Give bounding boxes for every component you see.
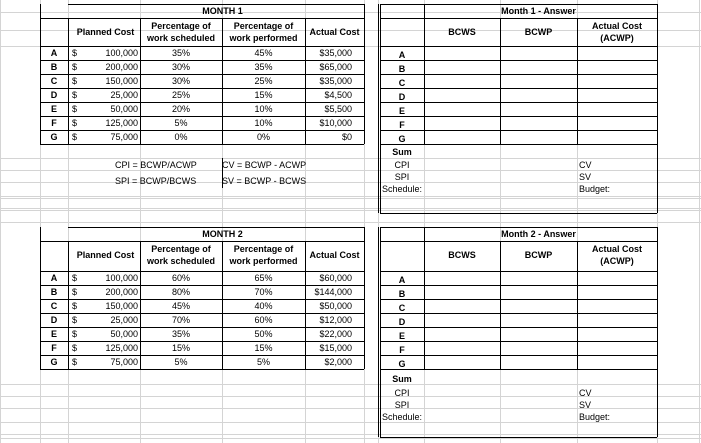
spi-label: SPI xyxy=(394,172,410,182)
answer-row-label: G xyxy=(398,359,406,369)
horizontal-border xyxy=(0,210,701,211)
answer-row-label: F xyxy=(399,120,405,130)
row-label: F xyxy=(51,118,57,128)
vertical-border xyxy=(68,241,69,369)
horizontal-border xyxy=(40,327,364,328)
pct-scheduled-cell: 25% xyxy=(171,90,190,100)
actual-cost-cell: $12,000 xyxy=(319,315,352,325)
horizontal-border xyxy=(40,355,364,356)
pct-performed-cell: 45% xyxy=(254,48,273,58)
planned-cost-cell: 25,000 xyxy=(110,90,138,100)
vertical-border xyxy=(657,4,658,213)
vertical-border xyxy=(657,227,658,437)
pct-performed-cell: 25% xyxy=(254,76,273,86)
month-title: MONTH 2 xyxy=(202,229,243,239)
pct-scheduled-cell: 80% xyxy=(171,287,190,297)
header-pct-scheduled: Percentage of xyxy=(151,21,211,31)
pct-performed-cell: 10% xyxy=(254,118,273,128)
cpi-label: CPI xyxy=(394,160,410,170)
horizontal-border xyxy=(380,241,657,242)
answer-row-label: E xyxy=(398,106,405,116)
answer-row-label: B xyxy=(398,64,406,74)
horizontal-border xyxy=(40,341,364,342)
vertical-border xyxy=(364,227,365,369)
planned-cost-cell: 50,000 xyxy=(110,104,138,114)
pct-scheduled-cell: 15% xyxy=(171,343,190,353)
actual-cost-cell: $144,000 xyxy=(314,287,352,297)
currency-symbol: $ xyxy=(72,132,78,142)
header-pct-scheduled: work scheduled xyxy=(146,256,216,266)
horizontal-border xyxy=(380,4,657,5)
acwp-header: Actual Cost xyxy=(591,244,642,254)
pct-scheduled-cell: 0% xyxy=(174,132,188,142)
currency-symbol: $ xyxy=(72,301,78,311)
planned-cost-cell: 25,000 xyxy=(110,315,138,325)
planned-cost-cell: 150,000 xyxy=(105,301,138,311)
vertical-border xyxy=(378,227,379,437)
horizontal-border xyxy=(0,384,701,385)
pct-performed-cell: 50% xyxy=(254,329,273,339)
formula-cv: CV = BCWP - ACWP xyxy=(222,160,307,170)
pct-performed-cell: 0% xyxy=(256,132,270,142)
vertical-border xyxy=(0,0,1,443)
header-pct-performed: work performed xyxy=(229,33,298,43)
currency-symbol: $ xyxy=(72,273,78,283)
header-actual-cost: Actual Cost xyxy=(309,250,360,260)
horizontal-border xyxy=(40,116,364,117)
answer-row-label: C xyxy=(398,303,406,313)
planned-cost-cell: 200,000 xyxy=(105,287,138,297)
planned-cost-cell: 100,000 xyxy=(105,48,138,58)
horizontal-border xyxy=(40,369,364,370)
planned-cost-cell: 125,000 xyxy=(105,118,138,128)
currency-symbol: $ xyxy=(72,90,78,100)
header-pct-performed: Percentage of xyxy=(233,21,294,31)
actual-cost-cell: $35,000 xyxy=(319,48,352,58)
pct-performed-cell: 40% xyxy=(254,301,273,311)
formula-sv: SV = BCWP - BCWS xyxy=(222,176,307,186)
horizontal-border xyxy=(0,12,701,13)
pct-scheduled-cell: 20% xyxy=(171,104,190,114)
currency-symbol: $ xyxy=(72,357,78,367)
bcwp-header: BCWP xyxy=(524,250,553,260)
row-label: F xyxy=(51,343,57,353)
horizontal-border xyxy=(40,144,364,145)
row-label: C xyxy=(50,76,58,86)
horizontal-border xyxy=(40,46,364,47)
bcws-header: BCWS xyxy=(448,250,476,260)
answer-title: Month 2 - Answer xyxy=(501,229,576,239)
row-label: G xyxy=(50,132,58,142)
currency-symbol: $ xyxy=(72,315,78,325)
pct-scheduled-cell: 5% xyxy=(174,357,188,367)
header-pct-scheduled: work scheduled xyxy=(146,33,216,43)
planned-cost-cell: 50,000 xyxy=(110,329,138,339)
planned-cost-cell: 100,000 xyxy=(105,273,138,283)
actual-cost-cell: $0 xyxy=(341,132,352,142)
horizontal-border xyxy=(0,208,701,209)
bcws-header: BCWS xyxy=(448,27,476,37)
pct-scheduled-cell: 35% xyxy=(171,48,190,58)
vertical-border xyxy=(424,227,425,369)
horizontal-border xyxy=(380,46,657,47)
answer-row-label: C xyxy=(398,78,406,88)
pct-performed-cell: 70% xyxy=(254,287,273,297)
actual-cost-cell: $22,000 xyxy=(319,329,352,339)
currency-symbol: $ xyxy=(72,76,78,86)
header-pct-performed: work performed xyxy=(229,256,298,266)
horizontal-border xyxy=(0,158,701,159)
acwp-header: (ACWP) xyxy=(600,33,634,43)
horizontal-border xyxy=(380,271,657,272)
answer-row-label: E xyxy=(398,331,405,341)
budget-label: Budget: xyxy=(579,412,611,422)
horizontal-border xyxy=(380,437,657,438)
cv-label: CV xyxy=(579,388,592,398)
row-label: D xyxy=(50,315,58,325)
sum-label: Sum xyxy=(392,147,412,157)
planned-cost-cell: 200,000 xyxy=(105,62,138,72)
formula-cpi: CPI = BCWP/ACWP xyxy=(115,160,197,170)
month-title: MONTH 1 xyxy=(202,6,243,16)
horizontal-border xyxy=(40,102,364,103)
actual-cost-cell: $15,000 xyxy=(319,343,352,353)
currency-symbol: $ xyxy=(72,343,78,353)
horizontal-border xyxy=(68,4,364,5)
planned-cost-cell: 150,000 xyxy=(105,76,138,86)
row-label: G xyxy=(50,357,58,367)
spi-label: SPI xyxy=(394,400,410,410)
horizontal-border xyxy=(0,196,701,197)
actual-cost-cell: $60,000 xyxy=(319,273,352,283)
answer-row-label: B xyxy=(398,289,406,299)
answer-row-label: F xyxy=(399,345,405,355)
budget-label: Budget: xyxy=(579,184,611,194)
row-label: B xyxy=(50,62,58,72)
horizontal-border xyxy=(40,60,364,61)
horizontal-border xyxy=(40,285,364,286)
actual-cost-cell: $5,500 xyxy=(324,104,352,114)
horizontal-border xyxy=(40,313,364,314)
horizontal-border xyxy=(40,299,364,300)
cv-label: CV xyxy=(579,160,592,170)
acwp-header: Actual Cost xyxy=(591,21,642,31)
pct-scheduled-cell: 30% xyxy=(171,62,190,72)
answer-title: Month 1 - Answer xyxy=(501,6,576,16)
row-label: A xyxy=(50,48,58,58)
pct-scheduled-cell: 70% xyxy=(171,315,190,325)
actual-cost-cell: $65,000 xyxy=(319,62,352,72)
vertical-border xyxy=(68,18,69,144)
horizontal-border xyxy=(0,434,701,435)
pct-performed-cell: 15% xyxy=(254,343,273,353)
header-pct-performed: Percentage of xyxy=(233,244,294,254)
horizontal-border xyxy=(40,74,364,75)
row-label: B xyxy=(50,287,58,297)
horizontal-border xyxy=(40,88,364,89)
pct-scheduled-cell: 45% xyxy=(171,301,190,311)
currency-symbol: $ xyxy=(72,118,78,128)
acwp-header: (ACWP) xyxy=(600,256,634,266)
cpi-label: CPI xyxy=(394,388,410,398)
sv-label: SV xyxy=(579,400,592,410)
row-label: E xyxy=(50,329,57,339)
header-planned-cost: Planned Cost xyxy=(76,250,135,260)
actual-cost-cell: $35,000 xyxy=(319,76,352,86)
vertical-border xyxy=(364,4,365,144)
currency-symbol: $ xyxy=(72,104,78,114)
horizontal-border xyxy=(40,271,364,272)
horizontal-border xyxy=(380,18,657,19)
actual-cost-cell: $2,000 xyxy=(324,357,352,367)
formula-spi: SPI = BCWP/BCWS xyxy=(115,176,197,186)
vertical-border xyxy=(378,4,379,213)
horizontal-border xyxy=(380,227,657,228)
header-actual-cost: Actual Cost xyxy=(309,27,360,37)
currency-symbol: $ xyxy=(72,287,78,297)
vertical-border xyxy=(699,0,700,443)
row-label: D xyxy=(50,90,58,100)
answer-row-label: D xyxy=(398,317,406,327)
planned-cost-cell: 75,000 xyxy=(110,357,138,367)
sv-label: SV xyxy=(579,172,592,182)
answer-row-label: D xyxy=(398,92,406,102)
pct-scheduled-cell: 30% xyxy=(171,76,190,86)
sum-label: Sum xyxy=(392,374,412,384)
header-pct-scheduled: Percentage of xyxy=(151,244,211,254)
currency-symbol: $ xyxy=(72,48,78,58)
answer-row-label: G xyxy=(398,134,406,144)
pct-scheduled-cell: 60% xyxy=(171,273,190,283)
pct-performed-cell: 5% xyxy=(256,357,270,367)
pct-performed-cell: 15% xyxy=(254,90,273,100)
actual-cost-cell: $10,000 xyxy=(319,118,352,128)
currency-symbol: $ xyxy=(72,62,78,72)
pct-performed-cell: 65% xyxy=(254,273,273,283)
pct-performed-cell: 35% xyxy=(254,62,273,72)
actual-cost-cell: $4,500 xyxy=(324,90,352,100)
answer-row-label: A xyxy=(398,275,406,285)
horizontal-border xyxy=(0,222,701,223)
horizontal-border xyxy=(0,198,701,199)
pct-performed-cell: 10% xyxy=(254,104,273,114)
pct-scheduled-cell: 5% xyxy=(174,118,188,128)
currency-symbol: $ xyxy=(72,329,78,339)
horizontal-border xyxy=(40,18,364,19)
row-label: C xyxy=(50,301,58,311)
schedule-label: Schedule: xyxy=(382,184,423,194)
pct-scheduled-cell: 35% xyxy=(171,329,190,339)
answer-row-label: A xyxy=(398,50,406,60)
header-planned-cost: Planned Cost xyxy=(76,27,135,37)
horizontal-border xyxy=(40,130,364,131)
horizontal-border xyxy=(68,227,364,228)
horizontal-border xyxy=(40,241,364,242)
schedule-label: Schedule: xyxy=(382,412,423,422)
pct-performed-cell: 60% xyxy=(254,315,273,325)
planned-cost-cell: 125,000 xyxy=(105,343,138,353)
row-label: A xyxy=(50,273,58,283)
row-label: E xyxy=(50,104,57,114)
planned-cost-cell: 75,000 xyxy=(110,132,138,142)
horizontal-border xyxy=(0,438,701,439)
actual-cost-cell: $50,000 xyxy=(319,301,352,311)
bcwp-header: BCWP xyxy=(524,27,553,37)
horizontal-border xyxy=(380,213,657,214)
